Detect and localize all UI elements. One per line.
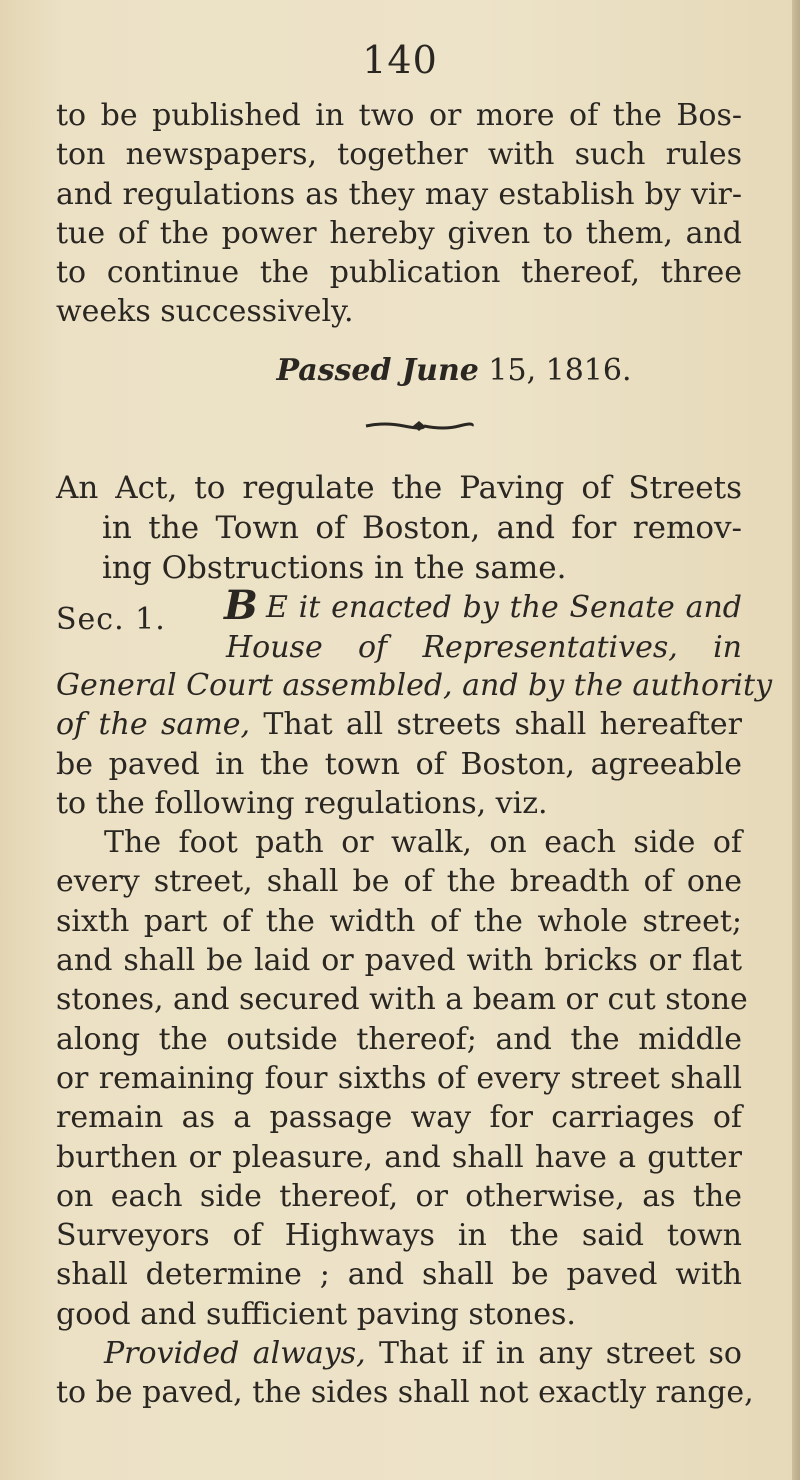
italic-phrase: of the same,	[56, 707, 251, 743]
text-line: weeks successively.	[56, 294, 354, 330]
title-line: in the Town of Boston, and for remov-	[102, 510, 742, 546]
text-line: ton newspapers, together with such rules	[56, 137, 742, 173]
text-line: to the following regulations, viz.	[56, 785, 548, 821]
text-line: remain as a passage way for carriages of	[56, 1100, 742, 1136]
text-run: That if in any street so	[365, 1336, 742, 1372]
text-line: stones, and secured with a beam or cut stone	[56, 982, 748, 1018]
text-line	[56, 1334, 742, 1373]
text-line: tue of the power hereby given to them, and	[56, 215, 742, 251]
title-line: ing Obstructions in the same.	[102, 550, 567, 586]
text-line: or remaining four sixths of every street shall	[56, 1060, 742, 1096]
text-line: along the outside thereof; and the middle	[56, 1021, 742, 1057]
italic-phrase: Provided always,	[104, 1336, 366, 1372]
passed-date-line	[0, 351, 800, 391]
text-line: and regulations as they may establish by vir-	[56, 176, 742, 212]
text-line: be paved in the town of Boston, agreeable	[56, 746, 742, 782]
text-line: to be published in two or more of the Bos-	[56, 98, 742, 133]
text-line: sixth part of the width of the whole street;	[56, 903, 742, 939]
text-line: to continue the publication thereof, three	[56, 255, 742, 291]
text-line: every street, shall be of the breadth of one	[56, 864, 742, 900]
text-line	[56, 705, 742, 744]
text-line: shall determine ; and shall be paved with	[56, 1257, 742, 1293]
continued-paragraph	[56, 96, 742, 332]
text-line: and shall be laid or paved with bricks or flat	[56, 943, 742, 979]
page-edge	[792, 0, 800, 1480]
text-line: good and sufficient paving stones.	[56, 1296, 576, 1332]
page-number: 140	[362, 38, 438, 82]
passed-date: 15, 1816.	[488, 353, 632, 388]
text-line: to be paved, the sides shall not exactly range,	[56, 1375, 754, 1411]
drop-cap: B	[224, 582, 258, 629]
section-label: Sec. 1.	[56, 602, 166, 637]
section-opening	[56, 582, 742, 666]
text-line: burthen or pleasure, and shall have a gutter	[56, 1139, 742, 1175]
text-run: That all streets shall hereafter	[250, 707, 742, 743]
title-line: An Act, to regulate the Paving of Streets	[56, 470, 742, 506]
text-line: House of Representatives, in	[226, 630, 742, 665]
text-line: E it enacted by the Senate and	[266, 590, 742, 625]
text-line: General Court assembled, and by the authority	[56, 668, 773, 703]
text-line: The foot path or walk, on each side of	[104, 825, 742, 861]
act-title	[56, 468, 742, 588]
section-one	[56, 582, 773, 1413]
passed-label: Passed June	[276, 353, 479, 388]
text-line: on each side thereof, or otherwise, as the	[56, 1178, 742, 1214]
section-divider-ornament	[364, 419, 474, 433]
text-line: Surveyors of Highways in the said town	[56, 1218, 742, 1254]
